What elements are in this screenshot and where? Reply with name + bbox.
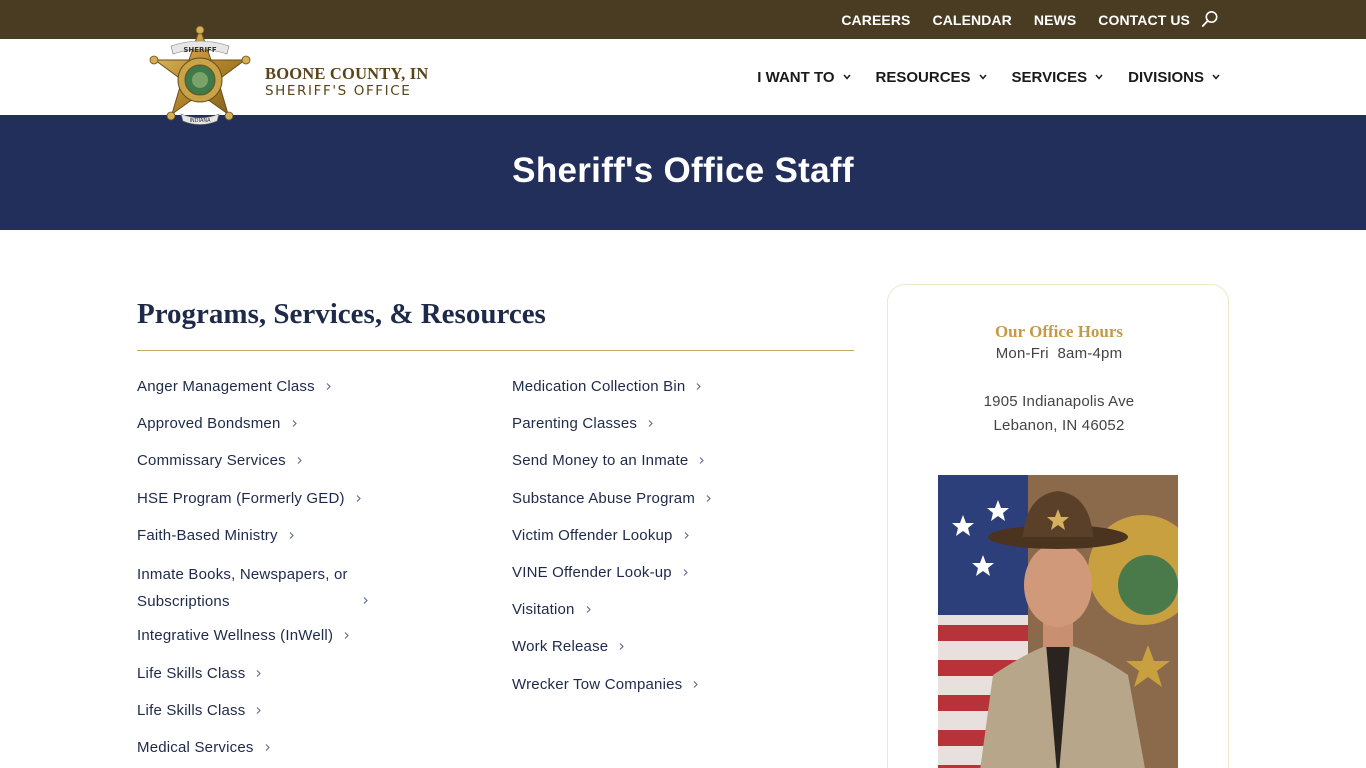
chevron-right-icon xyxy=(291,419,298,428)
program-link[interactable] xyxy=(512,635,854,659)
programs-list-right xyxy=(512,375,854,697)
office-address-street: 1905 Indianapolis Ave xyxy=(983,393,1135,410)
program-link-label: Medical Services xyxy=(137,739,254,756)
program-link[interactable] xyxy=(137,662,487,686)
program-link-label: Approved Bondsmen xyxy=(137,415,281,432)
chevron-right-icon xyxy=(705,494,712,503)
program-link[interactable] xyxy=(137,487,487,511)
nav-item-services[interactable] xyxy=(1012,69,1104,86)
nav-label: I WANT TO xyxy=(757,68,835,86)
utility-link-contact-us[interactable]: CONTACT US xyxy=(1098,11,1190,28)
logo-office-name: SHERIFF'S OFFICE xyxy=(265,83,412,99)
badge-text-indiana: INDIANA xyxy=(189,118,211,124)
program-link-label: HSE Program (Formerly GED) xyxy=(137,490,345,507)
chevron-right-icon xyxy=(325,382,332,391)
program-link[interactable] xyxy=(137,736,487,760)
nav-label: RESOURCES xyxy=(875,68,971,86)
chevron-down-icon xyxy=(843,74,851,80)
utility-link-news[interactable]: NEWS xyxy=(1033,11,1077,28)
chevron-right-icon xyxy=(288,531,295,540)
program-link-label: VINE Offender Look-up xyxy=(512,564,672,581)
programs-list-left xyxy=(137,375,487,760)
program-link-label: Integrative Wellness (InWell) xyxy=(137,627,334,644)
office-hours: Mon-Fri 8am-4pm xyxy=(995,345,1123,362)
nav-item-resources[interactable] xyxy=(876,69,987,86)
chevron-right-icon xyxy=(698,456,705,465)
program-link[interactable] xyxy=(137,412,487,436)
program-link[interactable] xyxy=(137,699,487,723)
chevron-right-icon xyxy=(682,568,689,577)
program-link[interactable] xyxy=(512,524,854,548)
search-icon[interactable] xyxy=(1201,10,1219,28)
chevron-right-icon xyxy=(296,456,303,465)
program-link-label: Visitation xyxy=(512,601,575,618)
office-info-card xyxy=(887,284,1229,768)
chevron-right-icon xyxy=(683,531,690,540)
badge-text-sheriff: SHERIFF xyxy=(183,46,217,54)
program-link[interactable] xyxy=(137,561,487,615)
nav-label: DIVISIONS xyxy=(1128,68,1204,86)
nav-item-i-want-to[interactable] xyxy=(757,69,850,86)
program-link-label: Anger Management Class xyxy=(137,378,315,395)
program-link-label: Inmate Books, Newspapers, or Subscriptions xyxy=(137,566,348,610)
main-nav xyxy=(732,39,1220,115)
chevron-right-icon xyxy=(343,631,350,640)
chevron-right-icon xyxy=(362,596,369,605)
nav-item-divisions[interactable] xyxy=(1128,69,1220,86)
program-link[interactable] xyxy=(137,449,487,473)
office-hours-title: Our Office Hours xyxy=(994,322,1124,341)
nav-label: SERVICES xyxy=(1011,68,1088,86)
program-link[interactable] xyxy=(137,624,487,648)
program-link-label: Wrecker Tow Companies xyxy=(512,676,683,693)
chevron-right-icon xyxy=(692,680,699,689)
program-link-label: Life Skills Class xyxy=(137,665,246,682)
chevron-down-icon xyxy=(1212,74,1220,80)
sheriff-star-badge-logo[interactable] xyxy=(141,24,259,132)
program-link[interactable] xyxy=(512,487,854,511)
program-link[interactable] xyxy=(512,412,854,436)
office-address-city: Lebanon, IN 46052 xyxy=(993,417,1125,434)
program-link[interactable] xyxy=(512,375,854,399)
section-divider xyxy=(137,350,854,351)
program-link[interactable] xyxy=(512,561,854,585)
sheriff-portrait-photo xyxy=(938,475,1178,768)
chevron-down-icon xyxy=(979,74,987,80)
logo-wordmark[interactable] xyxy=(265,65,429,99)
logo-county-name: BOONE COUNTY, IN xyxy=(265,64,429,83)
section-title: Programs, Services, & Resources xyxy=(137,298,546,330)
chevron-right-icon xyxy=(264,743,271,752)
program-link-label: Send Money to an Inmate xyxy=(512,452,689,469)
program-link-label: Victim Offender Lookup xyxy=(512,527,673,544)
program-link-label: Commissary Services xyxy=(137,452,286,469)
utility-link-calendar[interactable]: CALENDAR xyxy=(932,11,1012,28)
page-hero-banner xyxy=(0,115,1366,230)
chevron-right-icon xyxy=(255,706,262,715)
program-link-label: Life Skills Class xyxy=(137,702,246,719)
program-link-label: Medication Collection Bin xyxy=(512,378,686,395)
program-link[interactable] xyxy=(512,673,854,697)
page-title: Sheriff's Office Staff xyxy=(512,151,854,190)
chevron-right-icon xyxy=(255,669,262,678)
program-link[interactable] xyxy=(137,375,487,399)
program-link[interactable] xyxy=(512,598,854,622)
chevron-right-icon xyxy=(695,382,702,391)
program-link-label: Parenting Classes xyxy=(512,415,638,432)
program-link-label: Substance Abuse Program xyxy=(512,490,696,507)
chevron-down-icon xyxy=(1095,74,1103,80)
program-link-label: Faith-Based Ministry xyxy=(137,527,278,544)
utility-links xyxy=(819,0,1190,39)
chevron-right-icon xyxy=(618,642,625,651)
utility-link-careers[interactable]: CAREERS xyxy=(841,11,911,28)
program-link-label: Work Release xyxy=(512,638,609,655)
program-link[interactable] xyxy=(512,449,854,473)
chevron-right-icon xyxy=(647,419,654,428)
program-link[interactable] xyxy=(137,524,487,548)
chevron-right-icon xyxy=(585,605,592,614)
chevron-right-icon xyxy=(355,494,362,503)
